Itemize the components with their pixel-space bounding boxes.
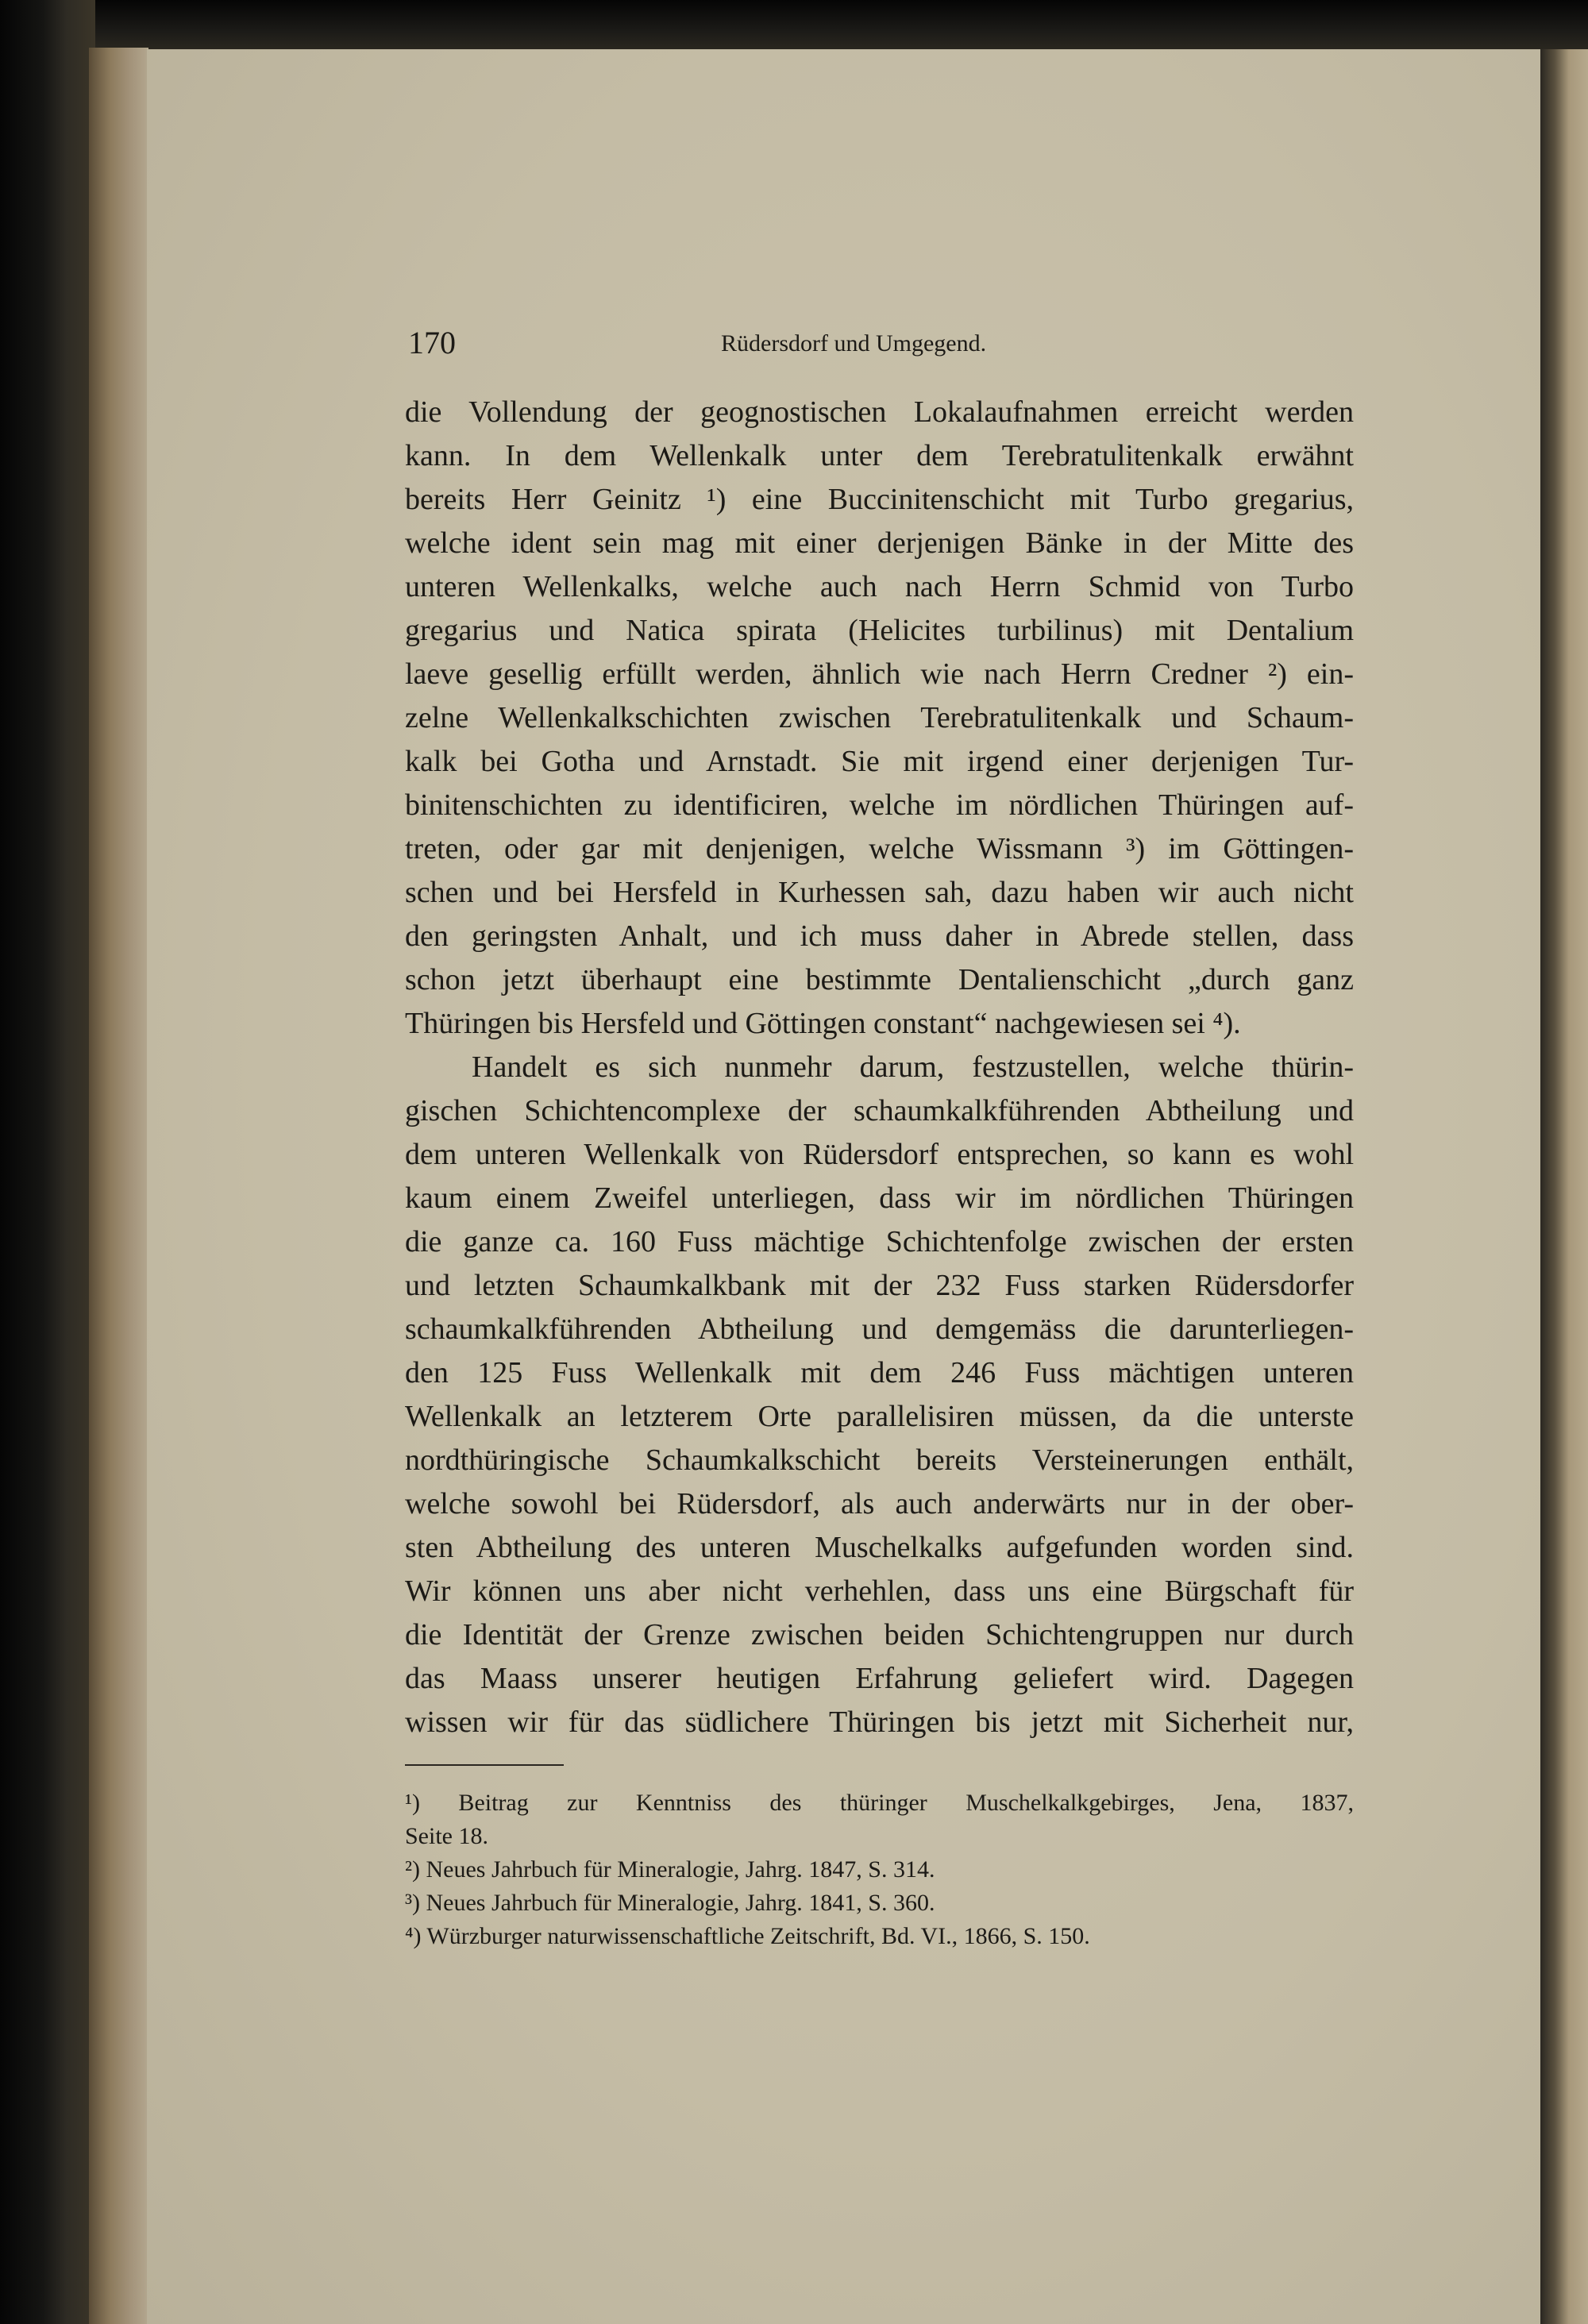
text-line: Handelt es sich nunmehr darum, festzustellen, welche thürin- [472,1050,1354,1084]
text-line: sten Abtheilung des unteren Muschelkalks aufgefunden worden sind. [405,1531,1354,1564]
text-line: kann. In dem Wellenkalk unter dem Terebratulitenkalk erwähnt [405,439,1354,472]
running-head [405,324,1354,372]
footnote-divider [405,1764,564,1766]
body-text [405,391,1354,1744]
text-line: nordthüringische Schaumkalkschicht bereits Versteinerungen enthält, [405,1443,1354,1477]
text-line: Wir können uns aber nicht verhehlen, dass uns eine Bürgschaft für [405,1574,1354,1608]
text-line: schon jetzt überhaupt eine bestimmte Dentalienschicht „durch ganz [405,963,1354,996]
text-line: die ganze ca. 160 Fuss mächtige Schichtenfolge zwischen der ersten [405,1225,1354,1258]
scan-top-edge [0,0,1588,56]
text-line: zelne Wellenkalkschichten zwischen Terebratulitenkalk und Schaum- [405,701,1354,734]
text-line: binitenschichten zu identificiren, welche im nördlichen Thüringen auf- [405,788,1354,822]
page-number: 170 [408,325,456,360]
text-line: Thüringen bis Hersfeld und Göttingen constant“ nachgewiesen sei ⁴). [405,1007,1241,1040]
footnotes [405,1786,1354,1953]
book-spine-edge [0,0,95,2324]
text-line: dem unteren Wellenkalk von Rüdersdorf entsprechen, so kann es wohl [405,1138,1354,1171]
text-line: laeve gesellig erfüllt werden, ähnlich wie nach Herrn Credner ²) ein- [405,657,1354,691]
footnote-1-continued: Seite 18. [405,1823,488,1849]
text-line: gischen Schichtencomplexe der schaumkalkführenden Abtheilung und [405,1094,1354,1127]
text-line: bereits Herr Geinitz ¹) eine Buccinitenschicht mit Turbo gregarius, [405,483,1354,516]
text-line: treten, oder gar mit denjenigen, welche Wissmann ³) im Göttingen- [405,832,1354,865]
text-line: kalk bei Gotha und Arnstadt. Sie mit irgend einer derjenigen Tur- [405,745,1354,778]
text-line: die Vollendung der geognostischen Lokalaufnahmen erreicht werden [405,395,1354,429]
page-right-edge [1540,49,1588,2324]
text-line: den 125 Fuss Wellenkalk mit dem 246 Fuss mächtigen unteren [405,1356,1354,1389]
text-line: kaum einem Zweifel unterliegen, dass wir im nördlichen Thüringen [405,1181,1354,1215]
text-line: das Maass unserer heutigen Erfahrung geliefert wird. Dagegen [405,1662,1354,1695]
text-line: schaumkalkführenden Abtheilung und demgemäss die darunterliegen- [405,1312,1354,1346]
text-line: unteren Wellenkalks, welche auch nach Herrn Schmid von Turbo [405,570,1354,603]
text-line: welche sowohl bei Rüdersdorf, als auch anderwärts nur in der ober- [405,1487,1354,1520]
footnote-3: ³) Neues Jahrbuch für Mineralogie, Jahrg. 1841, S. 360. [405,1890,935,1916]
text-line: schen und bei Hersfeld in Kurhessen sah, dazu haben wir auch nicht [405,876,1354,909]
running-title: Rüdersdorf und Umgegend. [721,330,987,357]
footnote-4: ⁴) Würzburger naturwissenschaftliche Zeitschrift, Bd. VI., 1866, S. 150. [405,1923,1090,1949]
text-line: den geringsten Anhalt, und ich muss daher in Abrede stellen, dass [405,919,1354,953]
text-line: Wellenkalk an letzterem Orte parallelisiren müssen, da die unterste [405,1400,1354,1433]
footnote-2: ²) Neues Jahrbuch für Mineralogie, Jahrg. 1847, S. 314. [405,1856,935,1883]
text-line: welche ident sein mag mit einer derjenigen Bänke in der Mitte des [405,526,1354,560]
text-line: und letzten Schaumkalkbank mit der 232 Fuss starken Rüdersdorfer [405,1269,1354,1302]
text-line: gregarius und Natica spirata (Helicites turbilinus) mit Dentalium [405,614,1354,647]
footnote-1: ¹) Beitrag zur Kenntniss des thüringer Muschelkalkgebirges, Jena, 1837, [405,1790,1354,1816]
page-gutter [89,48,148,2324]
text-line: die Identität der Grenze zwischen beiden Schichtengruppen nur durch [405,1618,1354,1651]
text-line: wissen wir für das südlichere Thüringen bis jetzt mit Sicherheit nur, [405,1705,1354,1739]
